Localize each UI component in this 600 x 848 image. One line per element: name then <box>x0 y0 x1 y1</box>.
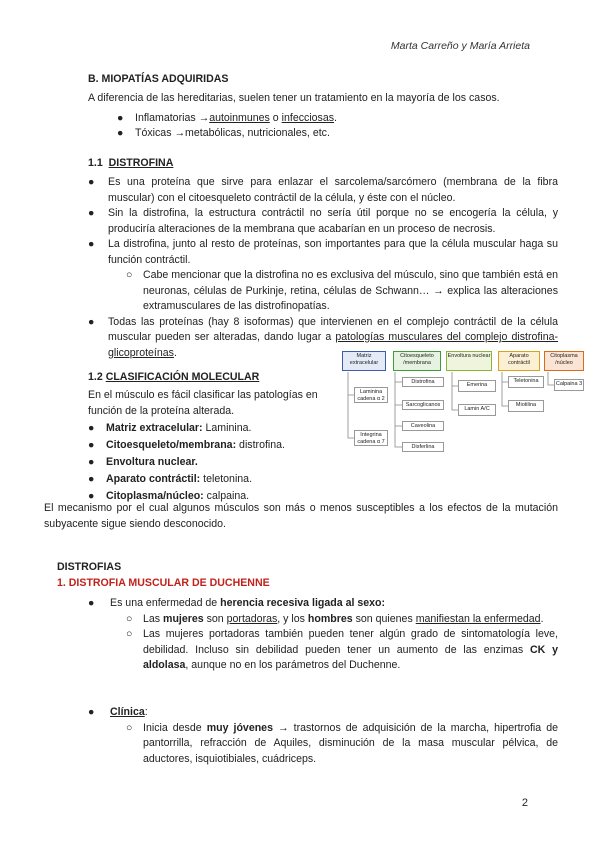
list-item: ● La distrofina, junto al resto de proteínas, son importantes para que la célula muscular haga su función contráctil. <box>88 238 558 266</box>
diagram-node: Miotilina <box>508 400 544 412</box>
classification-diagram <box>340 350 586 480</box>
clasificacion-closing: El mecanismo por el cual algunos músculos son más o menos susceptibles a los efectos de la mutación subyacente sigue siendo desconocido. <box>44 502 558 530</box>
list-item: ● Citoesqueleto/membrana: distrofina. <box>88 439 285 451</box>
list-item: ● Sin la distrofina, la estructura contráctil no sería útil porque no se encogería la célula, y produciría alteraciones de la membrana que acabarían en un proceso de necrosis. <box>88 207 558 235</box>
arrow-icon: → <box>174 127 186 139</box>
diagram-header: Aparato contráctil <box>498 351 540 371</box>
list-item: ● Envoltura nuclear. <box>88 456 198 468</box>
diagram-node: Laminina cadena α 2 <box>354 387 388 403</box>
diagram-header: Matriz extracelular <box>342 351 386 371</box>
list-item: ● Es una proteína que sirve para enlazar el sarcolema/sarcómero (membrana de la fibra muscular) con el citoesqueleto contráctil de la célula, y éste con el núcleo. <box>88 176 558 204</box>
bullet-icon: ● <box>117 112 124 124</box>
diagram-header: Citoplasma /núcleo <box>544 351 584 371</box>
arrow-icon: → <box>198 112 210 124</box>
diagram-node: Disferlina <box>402 442 444 452</box>
duchenne-content <box>88 596 558 674</box>
diagram-node: Teletonina <box>508 376 544 388</box>
diagram-header: Envoltura nuclear <box>446 351 492 371</box>
diagram-node: Distrofina <box>402 377 444 387</box>
sub-list-item: ○ Inicia desde muy jóvenes → trastornos de adquisición de la marcha, hipertrofia de pantorrilla, refracción de Aquiles, disminución de la masa muscular pélvica, de aductores, isquiotibiales, cuádriceps. <box>126 721 558 765</box>
bullet-icon: ● <box>117 127 124 139</box>
list-item: ● Tóxicas →metabólicas, nutricionales, etc. <box>117 126 330 142</box>
list-item: ● Aparato contráctil: teletonina. <box>88 473 253 485</box>
page-author: Marta Carreño y María Arrieta <box>390 40 530 52</box>
list-item: ● Matriz extracelular: Laminina. <box>88 422 252 434</box>
page-number: 2 <box>521 797 528 809</box>
sub-list-item: ○ Cabe mencionar que la distrofina no es exclusiva del músculo, sino que también está en neuronas, células de Purkinje, retina, células de Schwann… → explica las alteraciones extramusculares de las distrofinopatías. <box>126 269 558 312</box>
section-b-intro: A diferencia de las hereditarias, suelen tener un tratamiento en la mayoría de los casos. <box>88 92 500 104</box>
section-title-distrofias: DISTROFIAS <box>57 561 122 573</box>
clasificacion-list <box>88 420 285 505</box>
sub-list-item: ○ Las mujeres portadoras también pueden tener algún grado de sintomatología leve, debilidad. Incluso sin debilidad pueden tener un aumento de las enzimas CK y aldolasa, aunque no en los parámetros del Duchenne. <box>126 628 558 671</box>
diagram-node: Lamin A/C <box>458 404 496 416</box>
list-item: ● Inflamatorias →autoinmunes o infecciosas. <box>117 111 337 127</box>
section-title-clasificacion: 1.2 CLASIFICACIÓN MOLECULAR <box>88 371 260 383</box>
diagram-node: Caveolina <box>402 421 444 431</box>
list-item: ● Citoplasma/núcleo: calpaina. <box>88 490 250 502</box>
list-item: ● Es una enfermedad de herencia recesiva ligada al sexo: <box>88 597 386 609</box>
list-item: ● Clínica: <box>88 706 148 718</box>
section-title-b: B. MIOPATÍAS ADQUIRIDAS <box>88 73 229 85</box>
distrofina-bullets <box>88 175 558 361</box>
diagram-node: Sarcoglicanos <box>402 400 444 410</box>
diagram-node: Calpaina 3 <box>554 379 584 391</box>
diagram-node: Integrina cadena α 7 <box>354 430 388 446</box>
clinica-content <box>88 705 558 767</box>
sub-list-item: ○ Las mujeres son portadoras, y los hombres son quienes manifiestan la enfermedad. <box>126 612 544 625</box>
diagram-node: Emerina <box>458 380 496 392</box>
diagram-header: Citoesqueleto /membrana <box>393 351 441 371</box>
section-subtitle-duchenne: 1. DISTROFIA MUSCULAR DE DUCHENNE <box>57 577 270 589</box>
list-item: ● Todas las proteínas (hay 8 isoformas) que intervienen en el complejo contráctil de la célula muscular pueden ser alteradas, dando lugar a patologías musculares del complejo distrofina-glicoproteínas. <box>88 315 559 359</box>
section-title-distrofina: 1.1 DISTROFINA <box>88 157 174 169</box>
clasificacion-intro: En el músculo es fácil clasificar las patologías en función de la proteína alterada. <box>88 389 318 417</box>
